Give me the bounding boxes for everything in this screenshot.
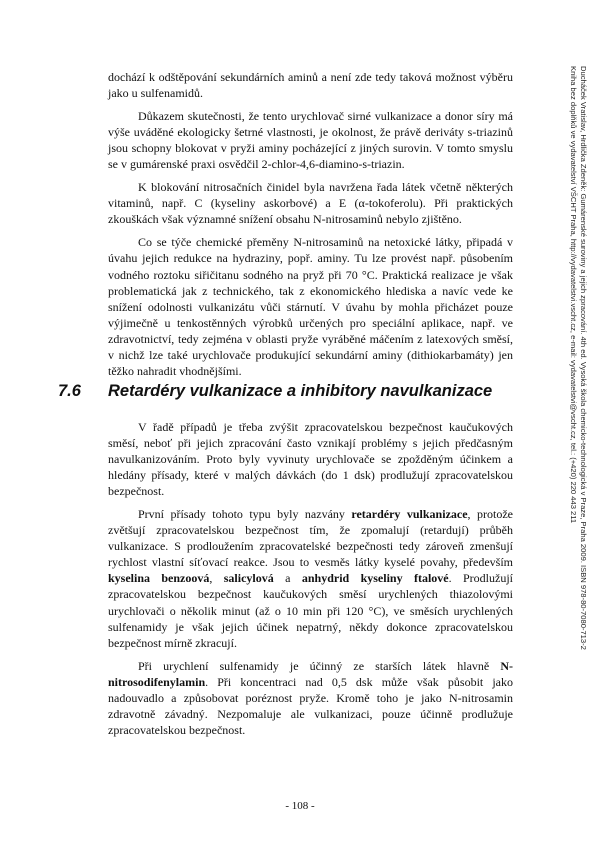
paragraph-processing-safety: V řadě případů je třeba zvýšit zpracovatelskou bezpečnost kaučukových směsí, neboť při jejich zpracování často vznikají problémy s jejich předčasným navulkanizováním. Proto byly vyvinuty urychlovače se zpožděným účinkem a hledány přísady, které v malých dávkách (do 1 dsk) prodlužují zpracovatelskou bezpečnost. [108, 420, 513, 499]
paragraph-nitrosodiphenylamine: Při urychlení sulfenamidy je účinný ze starších látek hlavně N-nitrosodifenylamin. Při koncentraci nad 0,5 dsk může však působit jako nadouvadlo a způsobovat poréznost pryže. Kromě toho je jako N-nitrosamin zdravotně závadný. Nezpomaluje ale vulkanizaci, pouze účinně prodlužuje zpracovatelskou bezpečnost. [108, 658, 513, 737]
term-phthalic-anhydride: anhydrid kyseliny ftalové [301, 571, 449, 586]
sidebar-citation [538, 66, 588, 650]
term-nitrosodiphenylamine: N-nitrosodifenylamin [108, 658, 513, 689]
section-number: 7.6 [58, 382, 81, 400]
body-text-top [108, 69, 513, 386]
paragraph-continuation: dochází k odštěpování sekundárních aminů a není zde tedy taková možnost výběru jako u sulfenamidů. [108, 70, 513, 101]
citation-line-2: Kniha bez doplňků ve vydavatelství VŠCHT Praha, http://vydavatelstvi.vscht.cz, e-mail: vydavatelstvi@vscht.cz, tel.: (+420) 220 443 211 [569, 66, 578, 524]
body-text-section [108, 419, 513, 745]
page-number: - 108 - [285, 800, 315, 812]
section-title: Retardéry vulkanizace a inhibitory navulkanizace [108, 382, 493, 400]
term-salicylic: salicylová [223, 571, 274, 586]
citation-line-1: Ducháček Vratislav, Hrdlička Zdeněk: Gumárenské suroviny a jejich zpracování. 4th ed. Vysoká škola chemicko-technologická v Praze, Praha 2009. ISBN 978-80-7080-713-2 [579, 66, 588, 650]
term-retarders: retardéry vulkanizace [351, 507, 468, 522]
paragraph-chemical-conversion: Co se týče chemické přeměny N-nitrosaminů na netoxické látky, připadá v úvahu jejich redukce na hydraziny, popř. aminy. Tu lze provést např. působením vodného roztoku siřičitanu sodného na pryž při 70 °C. Praktická realizace je však problematická jak z technického, tak z ekonomického hlediska a navíc vede ke snížení odolnosti vulkanizátu vůči stárnutí. V úvahu by mohla přicházet pouze výjimečně u tenkostěnných výrobků určených pro speciální aplikace, např. ve zdravotnictví, tedy zejména v oblasti pryže vyráběné máčením z latexových směsí, v nichž lze také urychlovače produkující sekundární aminy (dithiokarbamáty) jen těžko nahradit vhodnějšími. [108, 235, 513, 378]
paragraph-nitrosating-agents: K blokování nitrosačních činidel byla navržena řada látek včetně některých vitaminů, např. C (kyseliny askorbové) a E (α-tokoferolu). Při praktických zkouškách však významné snížení obsahu N-nitrosaminů nebylo zjištěno. [108, 180, 513, 227]
term-benzoic-acid: kyselina benzoová [108, 571, 210, 586]
section-heading [58, 382, 518, 401]
paragraph-retarders: První přísady tohoto typu byly nazvány retardéry vulkanizace, protože zvětšují zpracovatelskou bezpečnost tím, že zpomalují (retardují) průběh vulkanizace. S prodloužením zpracovatelské bezpečnosti tedy zároveň zmenšují rychlost vlastní síťovací reakce. Jsou to vesměs látky kyselé povahy, především kyselina benzoová, salicylová a anhydrid kyseliny ftalové. Prodlužují zpracovatelskou bezpečnost kaučukových směsí urychlených thiazolovými urychlovači o několik minut (až o 10 min při 120 °C), ve směsích urychlených sulfenamidy je však jejich účinek nepatrný, někdy dokonce zpracovatelskou bezpečnost mírně zkracují. [108, 507, 513, 650]
paragraph-triazine: Důkazem skutečnosti, že tento urychlovač sirné vulkanizace a donor síry má výše uváděné ekologicky šetrné vlastnosti, je okolnost, že právě deriváty s-triazinů jsou schopny blokovat v pryži aminy pocházející z jiných surovin. V tomto smyslu se v gumárenské praxi osvědčil 2-chlor-4,6-diamino-s-triazin. [108, 109, 513, 172]
